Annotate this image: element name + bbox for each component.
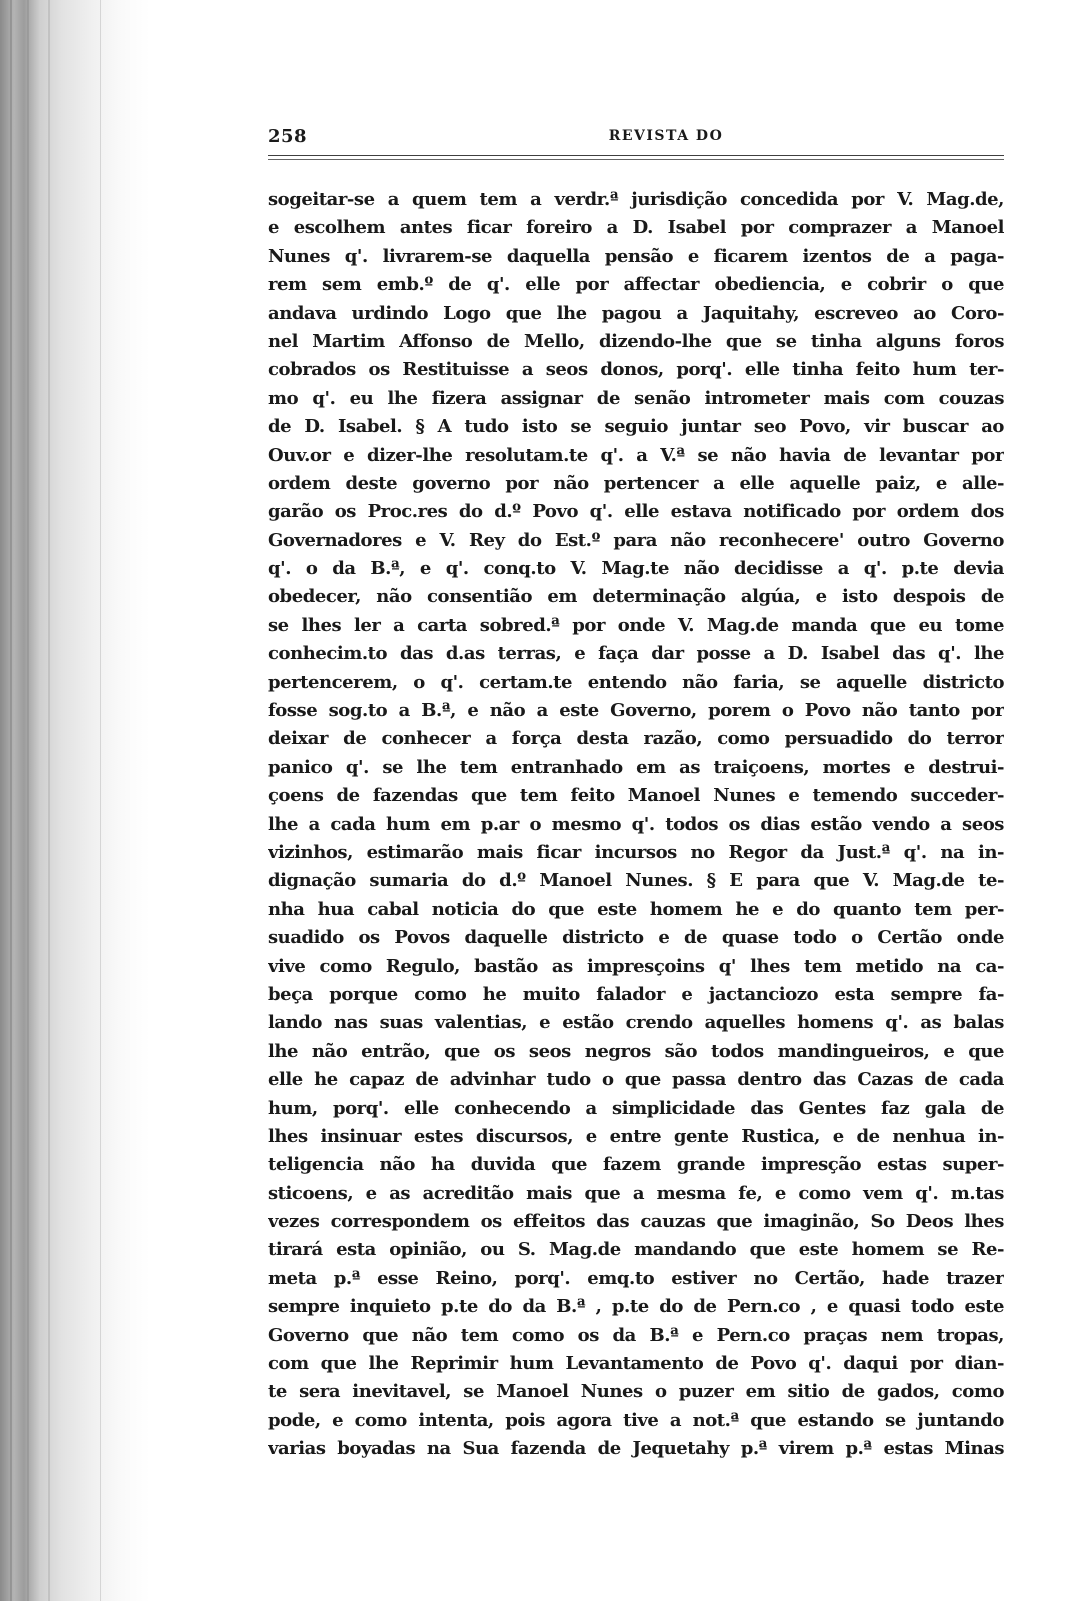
text-line: andava urdindo Logo que lhe pagou a Jaquitahy, escreveo ao Coro-	[268, 302, 1004, 324]
text-line: Governo que não tem como os da B.ª e Pern.co praças nem tropas,	[268, 1324, 1004, 1346]
text-line: lando nas suas valentias, e estão crendo aquelles homens q'. as balas	[268, 1012, 1004, 1034]
text-line: mo q'. eu lhe fizera assignar de senão intrometer mais com couzas	[268, 387, 1004, 409]
text-line: panico q'. se lhe tem entranhado em as traiçoens, mortes e destrui-	[268, 756, 1004, 778]
text-line: deixar de conhecer a força desta razão, como persuadido do terror	[268, 728, 1004, 750]
gutter-streak	[100, 0, 101, 1601]
text-line: pode, e como intenta, pois agora tive a not.ª que estando se juntando	[268, 1409, 1004, 1431]
gutter-streak	[48, 0, 50, 1601]
text-line: te sera inevitavel, se Manoel Nunes o puzer em sitio de gados, como	[268, 1381, 1004, 1403]
text-line: se lhes ler a carta sobred.ª por onde V. Mag.de manda que eu tome	[268, 614, 1004, 636]
text-line: sogeitar-se a quem tem a verdr.ª jurisdição concedida por V. Mag.de,	[268, 189, 1004, 210]
text-line: hum, porq'. elle conhecendo a simplicidade das Gentes faz gala de	[268, 1097, 1004, 1119]
text-line: lhes insinuar estes discursos, e entre gente Rustica, e de nenhua in-	[268, 1125, 1004, 1147]
page-header	[268, 126, 1004, 156]
text-line: varias boyadas na Sua fazenda de Jequetahy p.ª virem p.ª estas Minas	[268, 1438, 1004, 1460]
text-line: vizinhos, estimarão mais ficar incursos no Regor da Just.ª q'. na in-	[268, 841, 1004, 863]
text-line: beça porque como he muito falador e jactanciozo esta sempre fa-	[268, 983, 1004, 1005]
header-rule	[268, 155, 1004, 160]
text-line: suadido os Povos daquelle districto e de quase todo o Certão onde	[268, 927, 1004, 949]
text-line: conhecim.to das d.as terras, e faça dar posse a D. Isabel das q'. lhe	[268, 643, 1004, 665]
text-line: ordem deste governo por não pertencer a elle aquelle paiz, e alle-	[268, 472, 1004, 494]
text-line: lhe a cada hum em p.ar o mesmo q'. todos os dias estão vendo a seos	[268, 813, 1004, 835]
text-line: meta p.ª esse Reino, porq'. emq.to estiver no Certão, hade trazer	[268, 1267, 1004, 1289]
text-line: cobrados os Restituisse a seos donos, porq'. elle tinha feito hum ter-	[268, 359, 1004, 381]
text-line: rem sem emb.º de q'. elle por affectar obediencia, e cobrir o que	[268, 274, 1004, 296]
text-line: com que lhe Reprimir hum Levantamento de Povo q'. daqui por dian-	[268, 1353, 1004, 1375]
text-line: nha hua cabal noticia do que este homem he e do quanto tem per-	[268, 898, 1004, 920]
text-line: Ouv.or e dizer-lhe resolutam.te q'. a V.ª se não havia de levantar por	[268, 444, 1004, 466]
page-number: 258	[268, 126, 308, 147]
text-line: de D. Isabel. § A tudo isto se seguio juntar seo Povo, vir buscar ao	[268, 416, 1004, 438]
text-line: sticoens, e as acreditão mais que a mesma fe, e como vem q'. m.tas	[268, 1182, 1004, 1204]
text-line: sempre inquieto p.te do da B.ª , p.te do de Pern.co , e quasi todo este	[268, 1296, 1004, 1318]
text-line: vive como Regulo, bastão as impresçoins q' lhes tem metido na ca-	[268, 955, 1004, 977]
text-line: çoens de fazendas que tem feito Manoel Nunes e temendo succeder-	[268, 785, 1004, 807]
text-line: fosse sog.to a B.ª, e não a este Governo, porem o Povo não tanto por	[268, 700, 1004, 722]
text-line: dignação sumaria do d.º Manoel Nunes. § E para que V. Mag.de te-	[268, 870, 1004, 892]
text-line: Governadores e V. Rey do Est.º para não reconhecere' outro Governo	[268, 529, 1004, 551]
text-line: elle he capaz de advinhar tudo o que passa dentro das Cazas de cada	[268, 1069, 1004, 1091]
text-line: pertencerem, o q'. certam.te entendo não faria, se aquelle districto	[268, 671, 1004, 693]
text-line: tirará esta opinião, ou S. Mag.de mandando que este homem se Re-	[268, 1239, 1004, 1261]
body-text	[268, 186, 1004, 1464]
running-title: REVISTA DO	[608, 128, 724, 144]
gutter-streak	[27, 0, 29, 1601]
gutter-streak	[10, 0, 12, 1601]
text-line: Nunes q'. livrarem-se daquella pensão e ficarem izentos de a paga-	[268, 245, 1004, 267]
text-line: garão os Proc.res do d.º Povo q'. elle estava notificado por ordem dos	[268, 501, 1004, 523]
text-line: lhe não entrão, que os seos negros são todos mandingueiros, e que	[268, 1040, 1004, 1062]
text-line: obedecer, não consentião em determinação algúa, e isto despois de	[268, 586, 1004, 608]
text-line: nel Martim Affonso de Mello, dizendo-lhe que se tinha alguns foros	[268, 330, 1004, 352]
text-line: e escolhem antes ficar foreiro a D. Isabel por comprazer a Manoel	[268, 217, 1004, 239]
text-line: q'. o da B.ª, e q'. conq.to V. Mag.te não decidisse a q'. p.te devia	[268, 558, 1004, 580]
text-line: vezes correspondem os effeitos das cauzas que imaginão, So Deos lhes	[268, 1211, 1004, 1233]
text-line: teligencia não ha duvida que fazem grande impresção estas super-	[268, 1154, 1004, 1176]
book-gutter-shadow	[0, 0, 150, 1601]
